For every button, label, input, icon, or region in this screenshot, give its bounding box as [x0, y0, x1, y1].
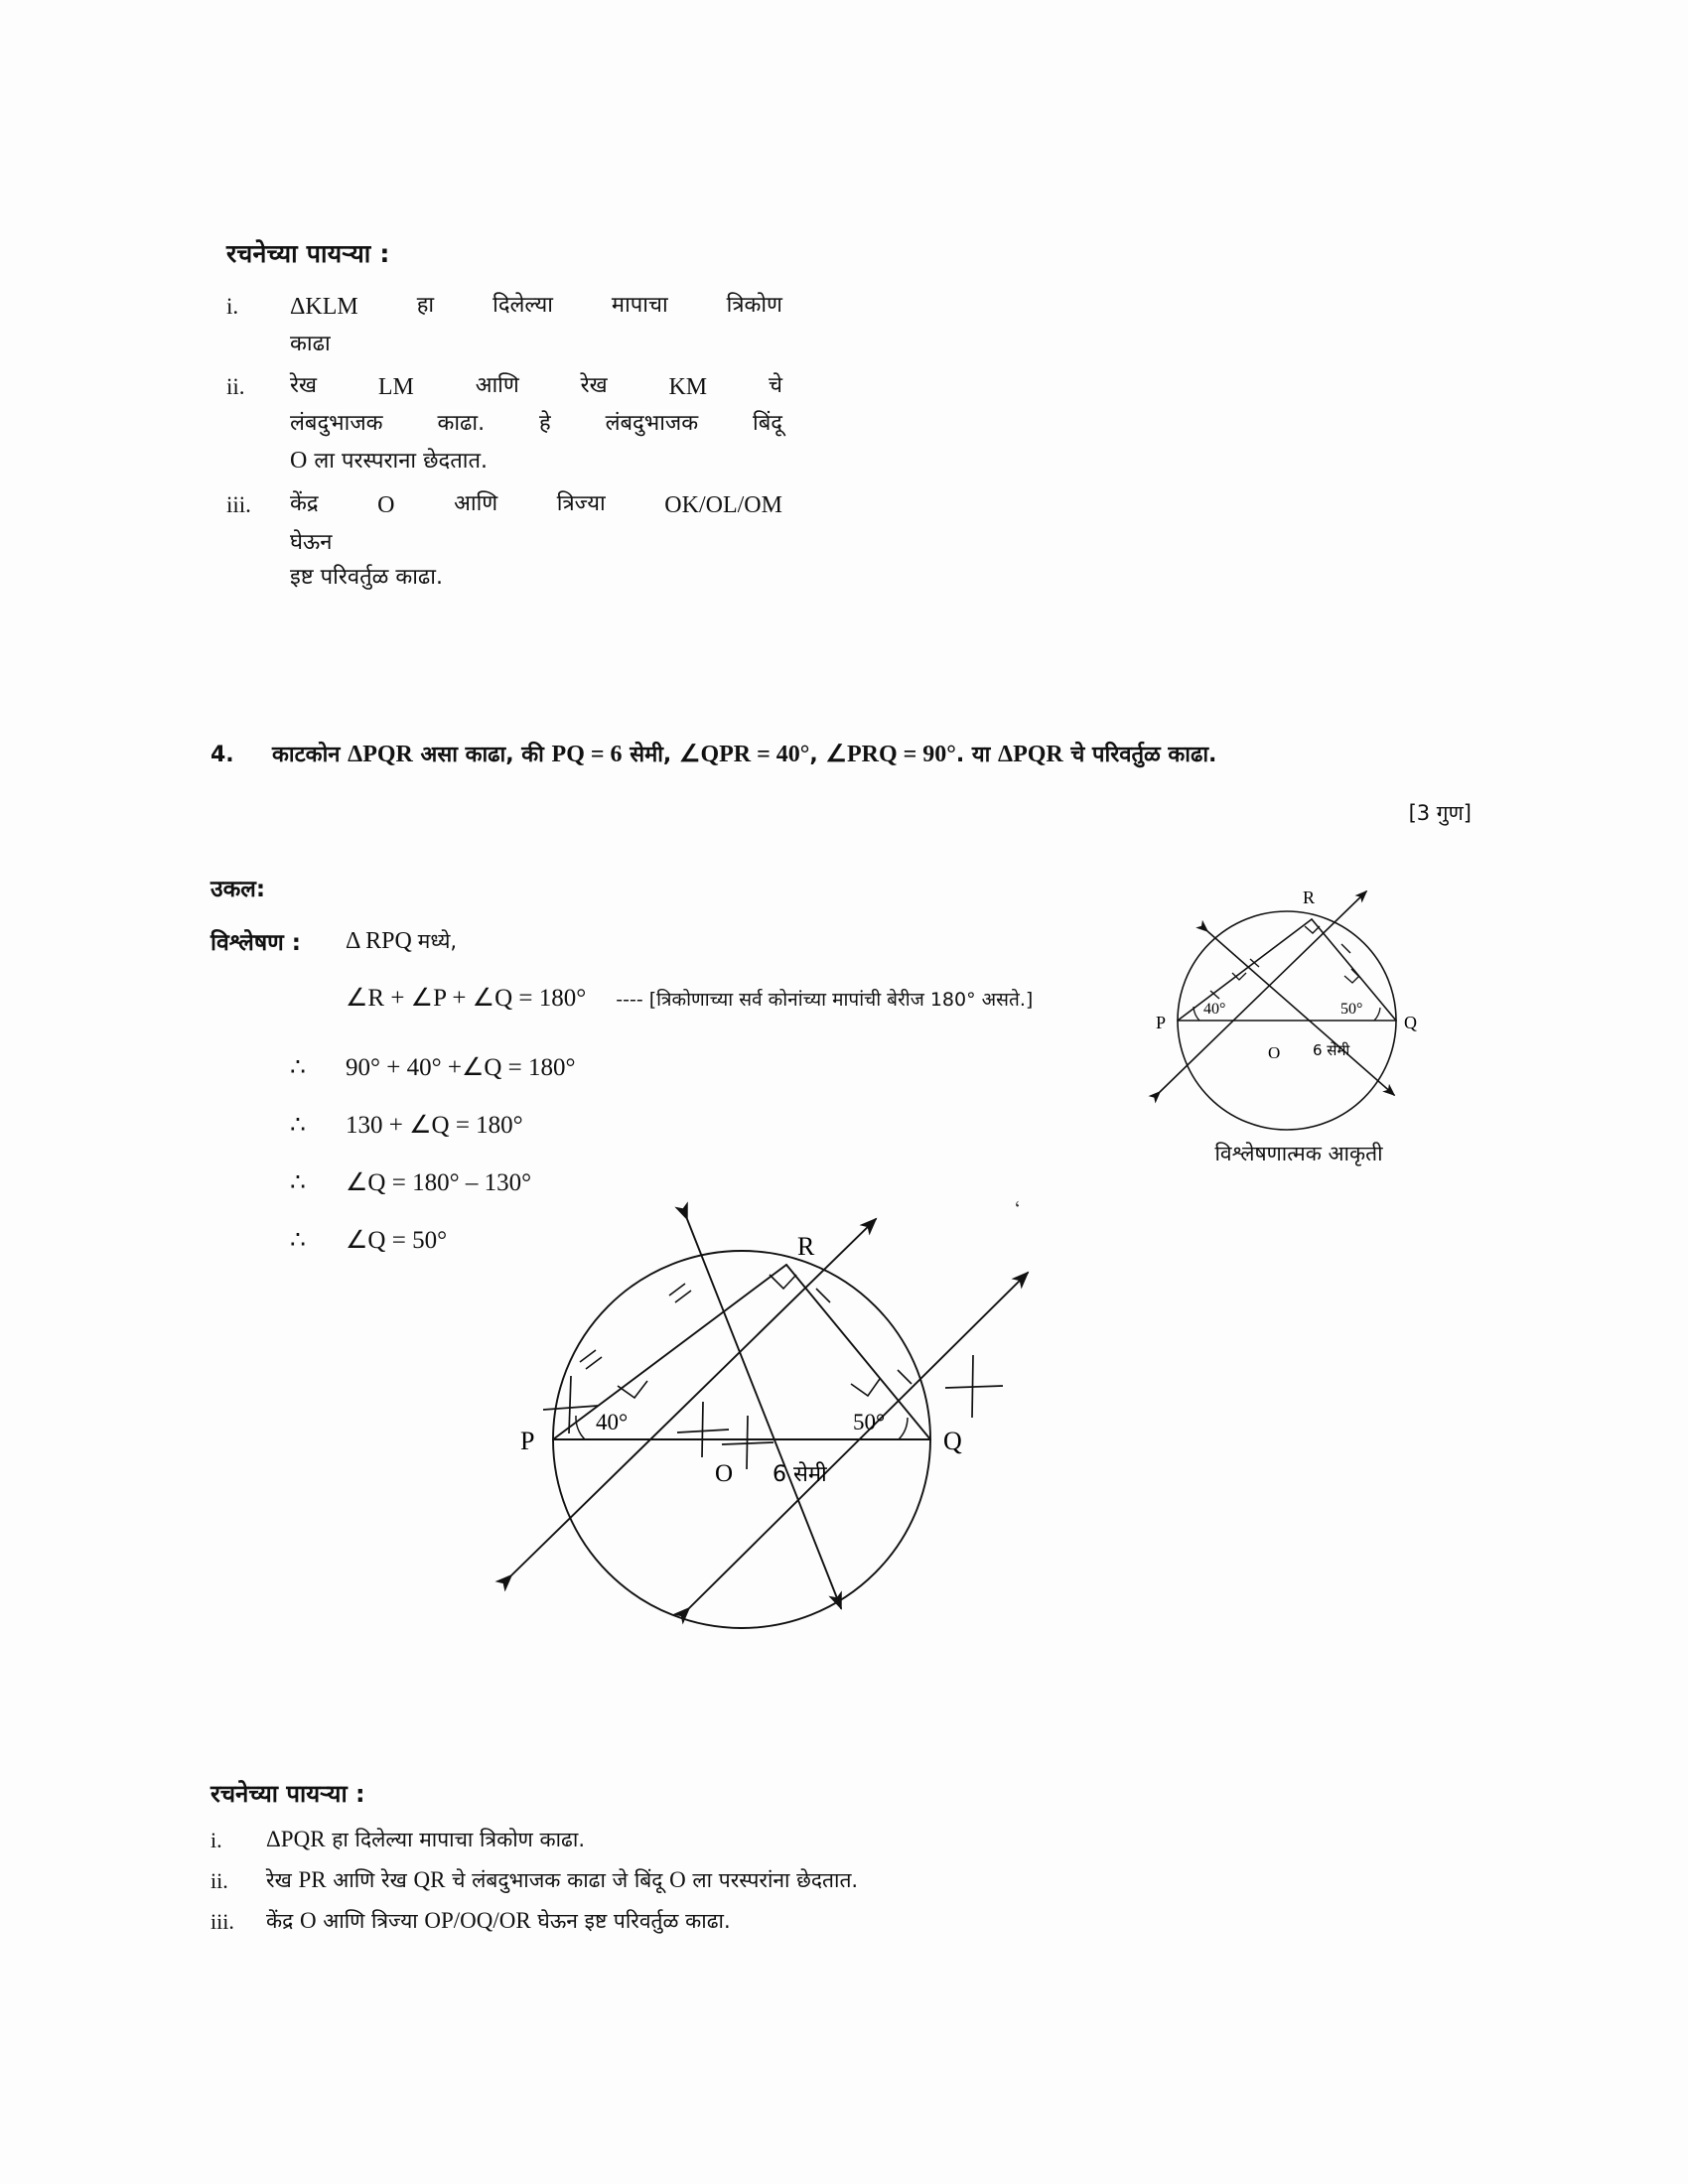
arc-cross: [747, 1416, 748, 1469]
list-item: [211, 1862, 1303, 1899]
point-o-label: O: [669, 1866, 686, 1892]
main-construction-figure: [459, 1191, 1094, 1747]
question-number: 4.: [211, 743, 234, 767]
tick-mark: [586, 1357, 602, 1369]
top-steps-heading: रचनेच्या पायऱ्या :: [226, 239, 390, 268]
label-q: Q: [943, 1427, 962, 1455]
perp-bisector-pr: [511, 1219, 876, 1575]
step-word: काढा.: [437, 411, 486, 437]
step-line: [290, 442, 782, 480]
solution-label: उकल:: [211, 877, 266, 902]
step-word: रेख: [290, 372, 317, 398]
tick-mark: [669, 1284, 685, 1296]
question-body: . या: [955, 743, 999, 767]
triangle-klm-label: ΔKLM: [290, 294, 358, 320]
bottom-construction-steps: [211, 1777, 1303, 1943]
label-angle-p: 40°: [1203, 1001, 1226, 1018]
step-number: i.: [211, 1828, 222, 1852]
step-words: आणि त्रिज्या: [316, 1908, 425, 1933]
equation-row: [290, 1052, 576, 1082]
radii-label: OP/OQ/OR: [424, 1907, 531, 1933]
label-o: O: [715, 1460, 734, 1487]
point-o-label: O: [377, 491, 395, 518]
segment-qr-label: QR: [413, 1866, 446, 1892]
tick-mark: [1341, 944, 1350, 953]
step-word: त्रिज्या: [556, 490, 606, 516]
step-text: [266, 1822, 1303, 1858]
step-number: ii.: [226, 373, 245, 399]
step-words: केंद्र: [266, 1908, 300, 1933]
list-item: [211, 1822, 1303, 1858]
step-words: आणि रेख: [326, 1867, 414, 1892]
step-words: ला परस्परांना छेदतात.: [685, 1867, 859, 1892]
equation-text: 90° + 40° +∠Q = 180°: [346, 1054, 576, 1081]
arc-cross: [945, 1386, 1003, 1388]
step-line: [290, 486, 782, 525]
equation-text: ∠R + ∠P + ∠Q = 180°: [346, 985, 587, 1012]
label-side-pq: 6 सेमी: [773, 1462, 827, 1487]
step-line: घेऊन: [290, 529, 333, 555]
question-text: [272, 737, 1472, 772]
arc-cross: [972, 1355, 973, 1418]
tick-mark: [675, 1291, 691, 1302]
equation-row: [290, 1225, 447, 1255]
step-line: काढा: [290, 331, 331, 356]
angle-arc-q: [899, 1418, 908, 1439]
label-angle-q: 50°: [1340, 1001, 1363, 1018]
step-text: [266, 1862, 1303, 1899]
right-angle-mark-r: [770, 1275, 796, 1289]
step-number: iii.: [226, 491, 251, 517]
step-number: iii.: [211, 1908, 234, 1934]
stray-ink-mark: ʻ: [1012, 1195, 1025, 1221]
analysis-intro: [346, 927, 457, 955]
step-word: लंबदुभाजक: [605, 411, 699, 437]
perp-bisector-rq: [687, 1219, 841, 1608]
top-construction-steps: [226, 236, 782, 602]
therefore-symbol: ∴: [290, 1054, 306, 1081]
angle-qpr-value: ∠QPR = 40°: [678, 742, 810, 767]
label-o: O: [1268, 1043, 1281, 1062]
segment-km-label: KM: [668, 373, 708, 400]
perp-mark-rq: [851, 1379, 880, 1396]
angle-prq-value: ∠PRQ = 90°: [825, 742, 956, 767]
point-o-label: O: [290, 448, 308, 474]
step-word: लंबदुभाजक: [290, 411, 383, 437]
step-number: ii.: [211, 1867, 228, 1893]
perp-mark-pr: [618, 1381, 647, 1398]
analysis-figure-caption: विश्लेषणात्मक आकृती: [1214, 1142, 1383, 1165]
list-item: [226, 486, 782, 596]
label-p: P: [1156, 1013, 1167, 1032]
side-pr: [553, 1265, 786, 1439]
step-word: ला परस्पराना छेदतात.: [314, 449, 488, 474]
perp-mark: [1344, 976, 1359, 983]
bottom-steps-heading: रचनेच्या पायऱ्या :: [211, 1780, 365, 1808]
label-r: R: [797, 1232, 815, 1261]
equation-row: [290, 1110, 523, 1140]
question-body: ,: [809, 743, 826, 767]
step-text: [266, 1903, 1303, 1940]
therefore-symbol: ∴: [290, 1169, 306, 1196]
question-body: काटकोन: [272, 743, 349, 767]
step-word: आणि: [454, 490, 498, 516]
analysis-label: विश्लेषण :: [211, 930, 301, 956]
therefore-symbol: ∴: [290, 1227, 306, 1254]
triangle-pqr-label: ΔPQR: [348, 742, 413, 767]
step-text: [290, 486, 782, 596]
step-line: [290, 406, 782, 442]
triangle-pqr-label: ΔPQR: [998, 742, 1063, 767]
step-line-rest: त्रिकोण: [726, 293, 782, 318]
angle-arc-q: [1374, 1008, 1380, 1021]
equation-row: [346, 983, 1033, 1013]
equation-note: ---- [त्रिकोणाच्या सर्व कोनांच्या मापांची बेरीज 180° असते.]: [616, 989, 1034, 1011]
question-body: चे परिवर्तुळ काढा.: [1062, 743, 1217, 767]
triangle-pqr-label: ΔPQR: [266, 1827, 326, 1851]
radii-label: OK/OL/OM: [664, 491, 782, 518]
step-line: [290, 288, 782, 327]
step-word: चे: [768, 372, 782, 398]
step-word: आणि: [475, 372, 519, 398]
step-text: [290, 368, 782, 480]
analysis-intro-word: मध्ये,: [417, 929, 458, 953]
question-4: [211, 737, 1472, 772]
step-line-rest: हा: [416, 293, 435, 318]
point-o-label: O: [299, 1907, 317, 1933]
step-word: बिंदू: [753, 411, 782, 437]
pq-value: PQ = 6: [551, 742, 623, 767]
arc-cross: [569, 1376, 571, 1433]
segment-lm-label: LM: [377, 373, 414, 400]
list-item: [226, 368, 782, 480]
perp-bisector-pr: [1160, 891, 1366, 1092]
construction-ray: [689, 1273, 1028, 1608]
equation-text: 130 + ∠Q = 180°: [346, 1112, 523, 1139]
label-angle-p: 40°: [596, 1410, 629, 1434]
equation-text: ∠Q = 180° – 130°: [346, 1169, 532, 1196]
step-line: इष्ट परिवर्तुळ काढा.: [290, 565, 443, 591]
therefore-symbol: ∴: [290, 1112, 306, 1139]
step-word: रेख: [580, 372, 608, 398]
step-line-rest: दिलेल्या: [492, 293, 553, 318]
step-word: केंद्र: [290, 490, 319, 516]
step-number: i.: [226, 294, 239, 319]
step-words: रेख: [266, 1867, 299, 1892]
label-side-pq: 6 सेमी: [1313, 1041, 1350, 1059]
equation-text: ∠Q = 50°: [346, 1227, 448, 1254]
question-body: असा काढा, की: [412, 743, 552, 767]
marks-badge: [3 गुण]: [1408, 801, 1472, 825]
list-item: [226, 288, 782, 362]
step-line: [290, 368, 782, 407]
arc-cross: [702, 1402, 703, 1457]
label-angle-q: 50°: [853, 1410, 886, 1434]
label-q: Q: [1404, 1013, 1417, 1032]
label-p: P: [520, 1427, 535, 1455]
step-line-rest: मापाचा: [611, 293, 668, 318]
label-r: R: [1303, 887, 1316, 907]
tick-mark: [898, 1370, 912, 1384]
step-words: चे लंबदुभाजक काढा जे बिंदू: [445, 1867, 670, 1892]
triangle-rpq-label: Δ RPQ: [346, 928, 418, 954]
tick-mark: [580, 1350, 596, 1362]
step-word: हे: [539, 411, 551, 437]
list-item: [211, 1903, 1303, 1940]
question-body: सेमी,: [622, 743, 679, 767]
tick-mark: [816, 1289, 830, 1302]
step-words: घेऊन इष्ट परिवर्तुळ काढा.: [530, 1908, 731, 1933]
step-words: हा दिलेल्या मापाचा त्रिकोण काढा.: [332, 1828, 585, 1851]
segment-pr-label: PR: [298, 1866, 327, 1892]
step-text: [290, 288, 782, 362]
analysis-figure: [1138, 882, 1456, 1179]
